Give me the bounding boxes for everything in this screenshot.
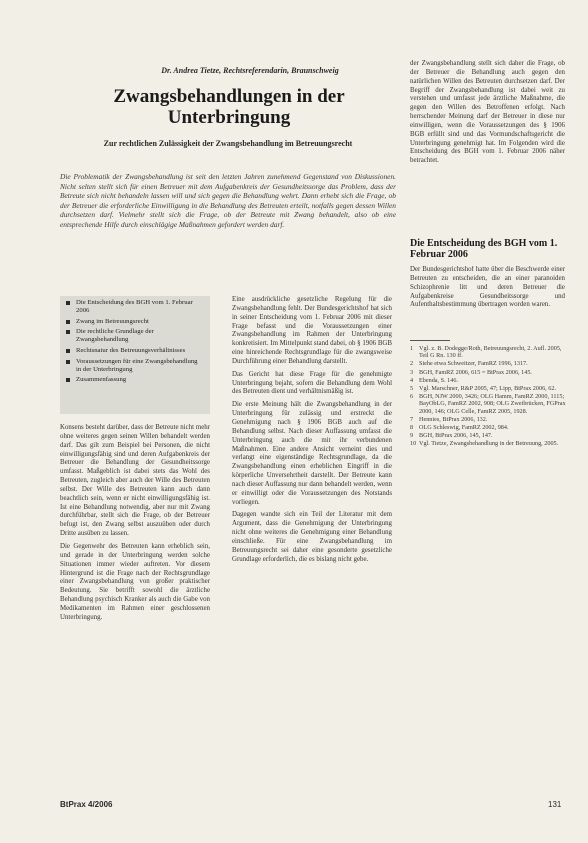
footnote: 10 Vgl. Tietze, Zwangsbehandlung in der Betreuung, 2005. — [410, 440, 559, 448]
footnote: 1 Vgl. z. B. Dodegge/Roth, Betreuungsrecht, 2. Aufl. 2005, Teil G Rn. 130 ff. — [410, 345, 562, 360]
footnote-divider — [410, 340, 450, 341]
bullet-icon — [66, 360, 70, 364]
footnote: 2 Siehe etwa Schweitzer, FamRZ 1996, 1317. — [410, 360, 528, 368]
footnote: 9 BGH, BtPrax 2006, 145, 147. — [410, 432, 493, 440]
paragraph: der Zwangsbehandlung stellt sich daher die Frage, ob der Betreuer die Behandlung auch gegen den natürlichen Willen des Betreuten durchsetzen darf. Der Begriff der Zwangsbehandlung ist dabei weit zu verstehen und umfasst jede ärztliche Maßnahme, die gegen den Willen des Betroffenen erfolgt. Nach herrschender Meinung darf der Betreuer in diese nur einwilligen, wenn die Voraussetzungen des § 1906 BGB erfüllt sind und das Vormundschaftsgericht die Unterbringung genehmigt hat. Im Folgenden wird die Entscheidung des BGH vom 1. Februar 2006 näher betrachtet. — [410, 60, 565, 165]
body-column-right-top — [410, 60, 565, 230]
paragraph: Das Gericht hat diese Frage für die genehmigte Unterbringung bejaht, sofern die Behandlung dem Wohl des Betreuten dient und verhältnismäßig ist. — [232, 370, 392, 396]
author-line: Dr. Andrea Tietze, Rechtsreferendarin, Braunschweig — [161, 66, 339, 75]
toc-item: Zusammenfassung — [66, 376, 204, 384]
article-title: Zwangsbehandlungen in der Unterbringung — [113, 86, 345, 128]
paragraph: Dagegen wandte sich ein Teil der Literatur mit dem Argument, dass die Genehmigung der Unterbringung nicht ohne weiteres die Genehmigung einer Behandlung einschließe. Für eine Zwangsbehandlung im Betreuungsrecht sei daher eine gesonderte gesetzliche Grundlage erforderlich, die es bislang nicht gebe. — [232, 511, 392, 563]
footnote: 8 OLG Schleswig, FamRZ 2002, 984. — [410, 424, 509, 432]
article-subtitle: Zur rechtlichen Zulässigkeit der Zwangsbehandlung im Betreuungsrecht — [103, 139, 353, 148]
footnote: 6 BGH, NJW 2000, 3426; OLG Hamm, FamRZ 2000, 1115; BayObLG, FamRZ 2002, 908; OLG Zweibrücken, FGPrax 2000, 146; OLG Celle, FamRZ 2005, 1928. — [410, 393, 566, 415]
paragraph: Die Gegenwehr des Betreuten kann erheblich sein, und gerade in der Unterbringung werden solche Situationen immer wieder auftreten. Vor diesem Hintergrund ist die Frage nach der Rechtsgrundlage einer Zwangsbehandlung von großer praktischer Bedeutung. Sie betrifft sowohl die ärztliche Behandlung psychisch Kranker als auch die Gabe von Medikamenten im Rahmen einer geschlossenen Unterbringung. — [60, 542, 210, 621]
footnote: 5 Vgl. Marschner, R&P 2005, 47; Lipp, BtPrax 2006, 62. — [410, 385, 557, 393]
toc-item: Rechtsnatur des Betreuungsverhältnisses — [66, 347, 204, 355]
paragraph: Die erste Meinung hält die Zwangsbehandlung in der Unterbringung für zulässig und erstreckt die Genehmigung nach § 1906 BGB auch auf die Behandlung selbst. Nach dieser Auffassung umfasst die Unterbringung auch die mit ihr verbundenen Maßnahmen. Eine andere Ansicht verneint dies und verlangt eine eigenständige Rechtsgrundlage, da die Zwangsbehandlung einen erheblichen Eingriff in die körperliche Unversehrtheit darstellt. Der Betreute kann nach dieser Auffassung nur dann behandelt werden, wenn er einwilligt oder die Voraussetzungen des Notstands vorliegen. — [232, 401, 392, 506]
body-column-right — [410, 266, 565, 336]
abstract: Die Problematik der Zwangsbehandlung ist seit den letzten Jahren zunehmend Gegenstand von Diskussionen. Nicht selten stellt sich für einen Betreuer mit dem Aufgabenkreis der Gesundheitssorge das Problem, dass der Betreute sich nicht behandeln lassen will und sich gegen die Behandlung wehrt. Dann erhebt sich die Frage, ob der Betreuer die erforderliche Einwilligung in die Behandlung des Betreuten erteilt, notfalls gegen dessen Willen durchsetzen darf. Vielmehr stellt sich die Frage, ob der Betreute mit Zwang behandelt, also ob eine entsprechende Hilfe durch einschlägige Maßnahmen gefordert werden darf. — [60, 172, 396, 229]
section-heading: Die Entscheidung des BGH vom 1. Februar 2006 — [410, 238, 558, 260]
toc-item: Die Entscheidung des BGH vom 1. Februar 2006 — [66, 299, 204, 315]
toc-item: Voraussetzungen für eine Zwangsbehandlung in der Unterbringung — [66, 358, 204, 374]
footnote: 7 Hennies, BtPrax 2006, 132. — [410, 415, 488, 423]
bullet-icon — [66, 320, 70, 324]
paragraph: Eine ausdrückliche gesetzliche Regelung für die Zwangsbehandlung fehlt. Der Bundesgerichtshof hat sich in seiner Entscheidung vom 1. Februar 2006 mit dieser Frage befasst und die Voraussetzungen einer Zwangsbehandlung im Rahmen der Unterbringung konkretisiert. Im Mittelpunkt stand dabei, ob § 1906 BGB eine hinreichende Rechtsgrundlage für die zwangsweise Durchführung einer Behandlung darstellt. — [232, 296, 392, 365]
bullet-icon — [66, 378, 70, 382]
page-number: 131 — [548, 800, 562, 809]
footnote: 3 BGH, FamRZ 2006, 615 = BtPrax 2006, 145. — [410, 368, 532, 376]
bullet-icon — [66, 301, 70, 305]
toc-item: Zwang im Betreuungsrecht — [66, 318, 204, 326]
journal-footer: BtPrax 4/2006 — [60, 800, 113, 809]
paragraph: Konsens besteht darüber, dass der Betreute nicht mehr ohne weiteres gegen seinen Willen behandelt werden darf. Das gilt zum Beispiel bei Personen, die nicht einwilligungsfähig sind und deren Aufgabenkreis der Betreuer die Behandlung der Gesundheitssorge umfasst. Maßgeblich ist dabei stets das Wohl des Betreuten, zugleich aber auch der Wille des Betreuten selbst. Der Wille des Betreuten kann auch dann beachtlich sein, wenn er nicht einwilligungsfähig ist. Ist eine Behandlung notwendig, aber nur mit Zwang durchführbar, stellt sich die Frage, ob der Betreuer befugt ist, den Zwang selbst auszuüben oder durch Dritte ausüben zu lassen. — [60, 424, 210, 538]
body-column-left — [60, 424, 210, 794]
bullet-icon — [66, 330, 70, 334]
table-of-contents — [60, 296, 210, 414]
paragraph: Der Bundesgerichtshof hatte über die Beschwerde einer Betreuten zu entscheiden, die an einer paranoiden Schizophrenie litt und deren Betreuer die Aufgabenkreise Gesundheitssorge und Aufenthaltsbestimmung übertragen worden waren. — [410, 266, 565, 309]
bullet-icon — [66, 349, 70, 353]
toc-item: Die rechtliche Grundlage der Zwangsbehandlung — [66, 328, 204, 344]
footnotes — [410, 345, 568, 793]
body-column-middle — [232, 296, 392, 794]
footnote: 4 Ebenda, S. 146. — [410, 376, 459, 384]
